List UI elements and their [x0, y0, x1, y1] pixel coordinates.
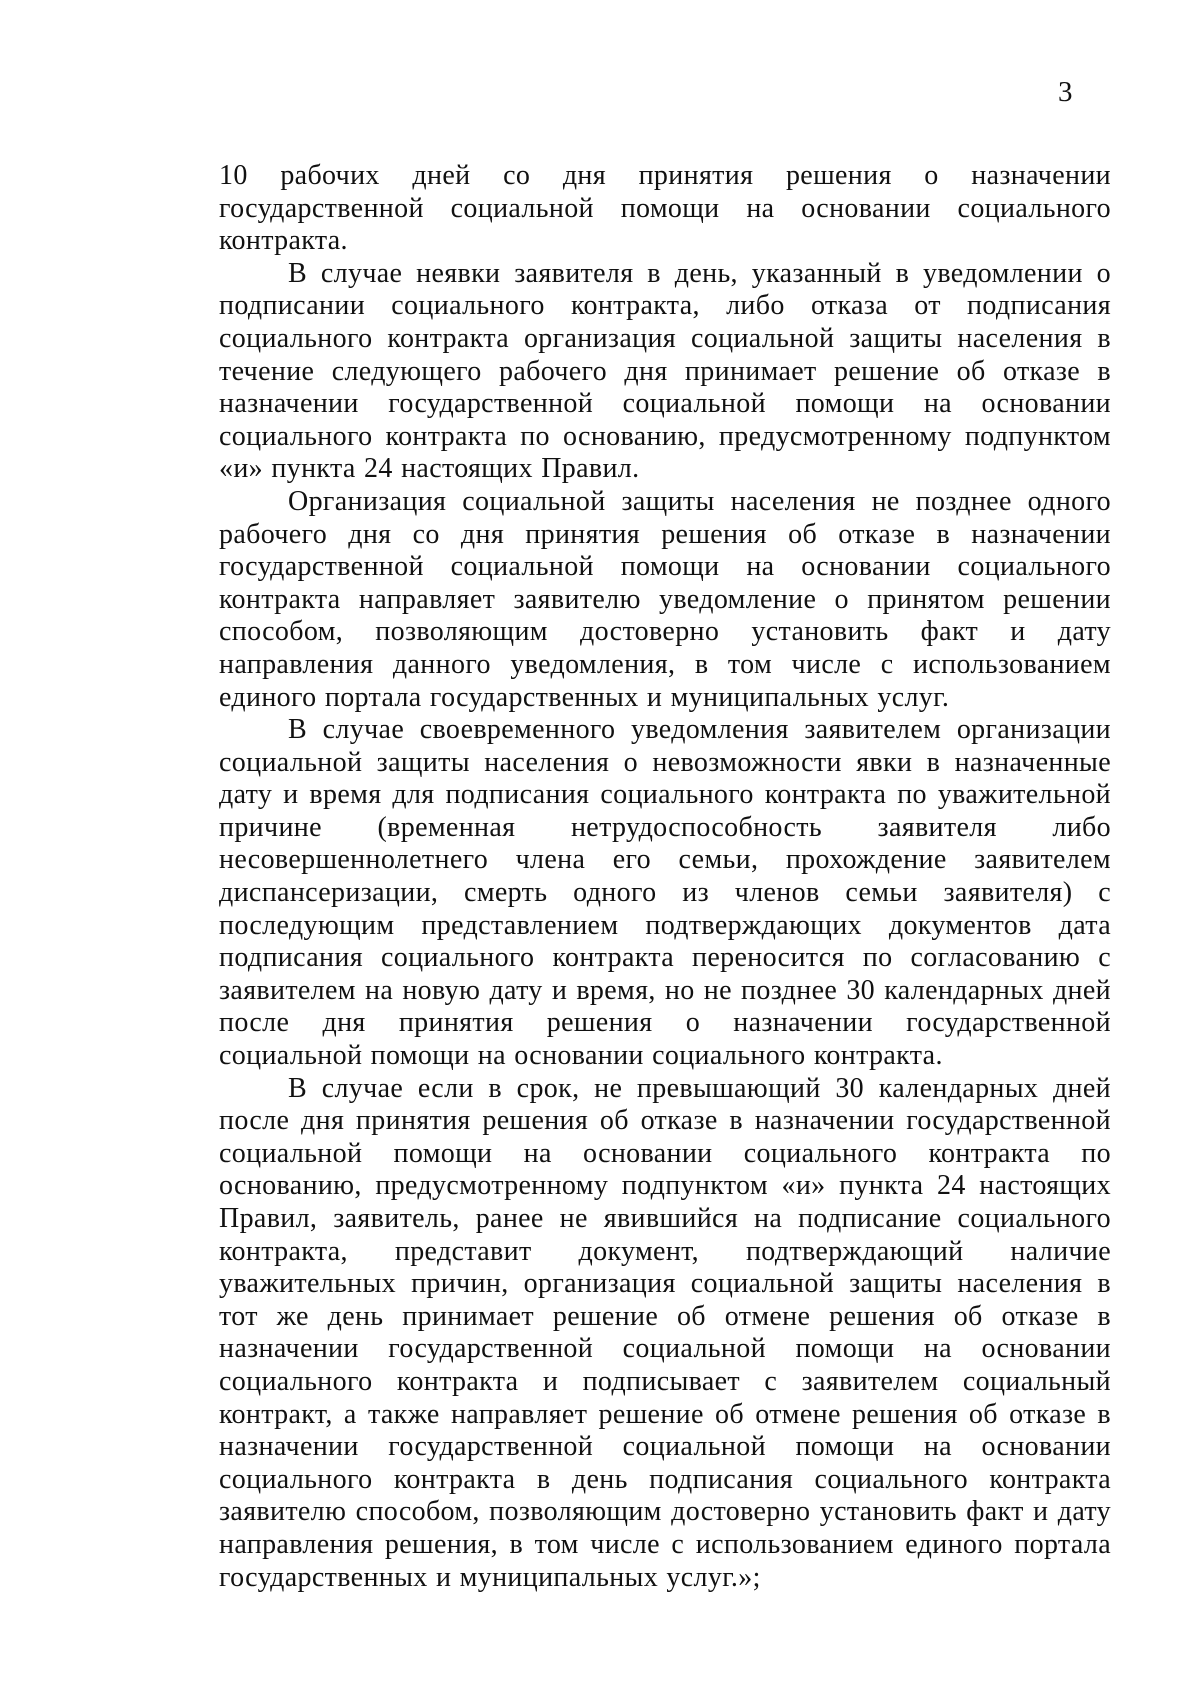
document-body	[219, 160, 1111, 1594]
paragraph-refusal-notification: Организация социальной защиты населения не позднее одного рабочего дня со дня принятия решения об отказе в назначении государственной социальной помощи на основании социального контракта направляет заявителю уведомление о принятом решении способом, позволяющим достоверно установить факт и дату направления данного уведомления, в том числе с использованием единого портала государственных и муниципальных услуг.	[219, 485, 1111, 713]
page-number: 3	[1058, 76, 1073, 108]
paragraph-absence-refusal: В случае неявки заявителя в день, указанный в уведомлении о подписании социального контракта, либо отказа от подписания социального контракта организация социальной защиты населения в течение следующего рабочего дня принимает решение об отказе в назначении государственной социальной помощи на основании социального контракта по основанию, предусмотренному подпунктом «и» пункта 24 настоящих Правил.	[219, 257, 1111, 485]
paragraph-refusal-cancellation: В случае если в срок, не превышающий 30 календарных дней после дня принятия решения об отказе в назначении государственной социальной помощи на основании социального контракта по основанию, предусмотренному подпунктом «и» пункта 24 настоящих Правил, заявитель, ранее не явившийся на подписание социального контракта, представит документ, подтверждающий наличие уважительных причин, организация социальной защиты населения в тот же день принимает решение об отмене решения об отказе в назначении государственной социальной помощи на основании социального контракта и подписывает с заявителем социальный контракт, а также направляет решение об отмене решения об отказе в назначении государственной социальной помощи на основании социального контракта в день подписания социального контракта заявителю способом, позволяющим достоверно установить факт и дату направления решения, в том числе с использованием единого портала государственных и муниципальных услуг.»;	[219, 1072, 1111, 1593]
paragraph-continuation: 10 рабочих дней со дня принятия решения о назначении государственной социальной помощи на основании социального контракта.	[219, 160, 1111, 257]
paragraph-valid-reason-reschedule: В случае своевременного уведомления заявителем организации социальной защиты населения о невозможности явки в назначенные дату и время для подписания социального контракта по уважительной причине (временная нетрудоспособность заявителя либо несовершеннолетнего члена его семьи, прохождение заявителем диспансеризации, смерть одного из членов семьи заявителя) с последующим представлением подтверждающих документов дата подписания социального контракта переносится по согласованию с заявителем на новую дату и время, но не позднее 30 календарных дней после дня принятия решения о назначении государственной социальной помощи на основании социального контракта.	[219, 714, 1111, 1072]
